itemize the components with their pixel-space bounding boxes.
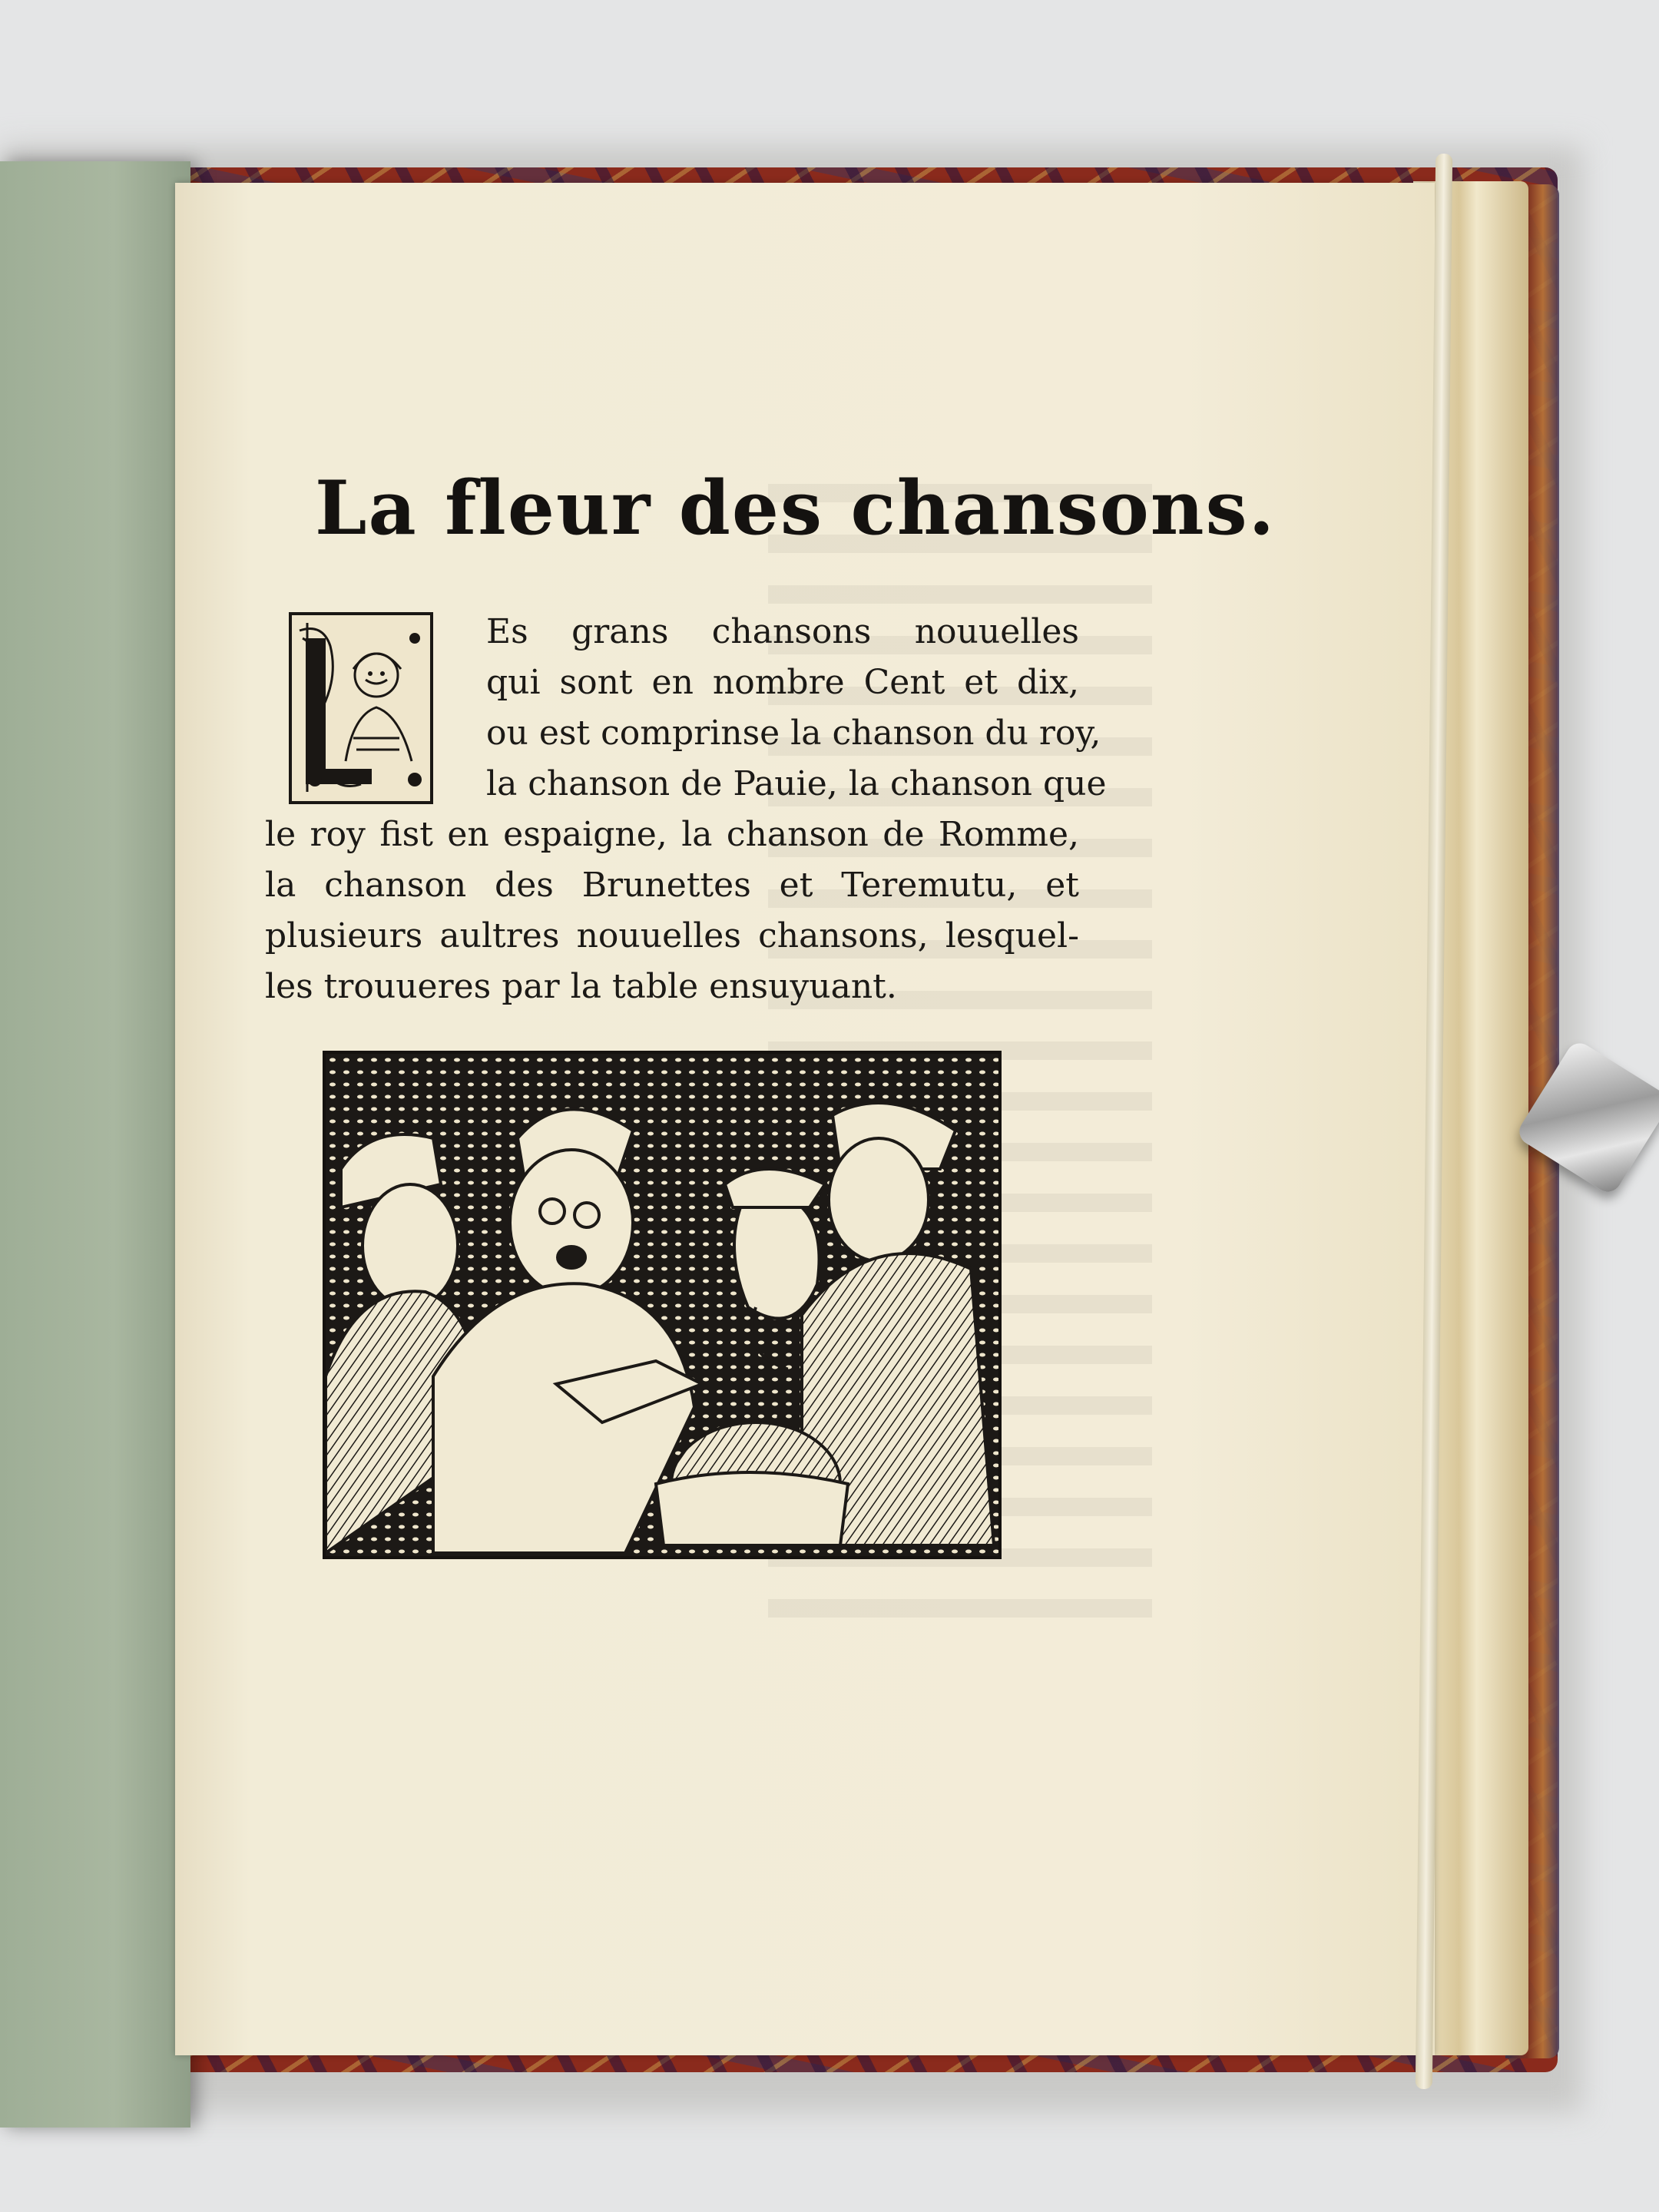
singers-woodcut-icon [326, 1054, 998, 1556]
text-line: qui sont en nombre Cent et dix, [486, 663, 1079, 702]
text-line: Es grans chansons nouuelles [486, 612, 1079, 651]
woodcut-illustration [323, 1051, 1002, 1559]
text-line: plusieurs aultres nouuelles chansons, lesquel- [265, 916, 1079, 955]
text-line: ou est comprinse la chanson du roy, [486, 714, 1101, 753]
body-text [265, 607, 1107, 1012]
text-line: la chanson de Pauie, la chanson que [486, 764, 1107, 803]
text-line: les trouueres par la table ensuyuant. [265, 967, 897, 1006]
text-line: le roy fist en espaigne, la chanson de Romme, [265, 815, 1079, 854]
green-endpaper [0, 161, 190, 2128]
page-title: La fleur des chansons. [315, 465, 1277, 551]
text-line: la chanson des Brunettes et Teremutu, et [265, 866, 1079, 905]
